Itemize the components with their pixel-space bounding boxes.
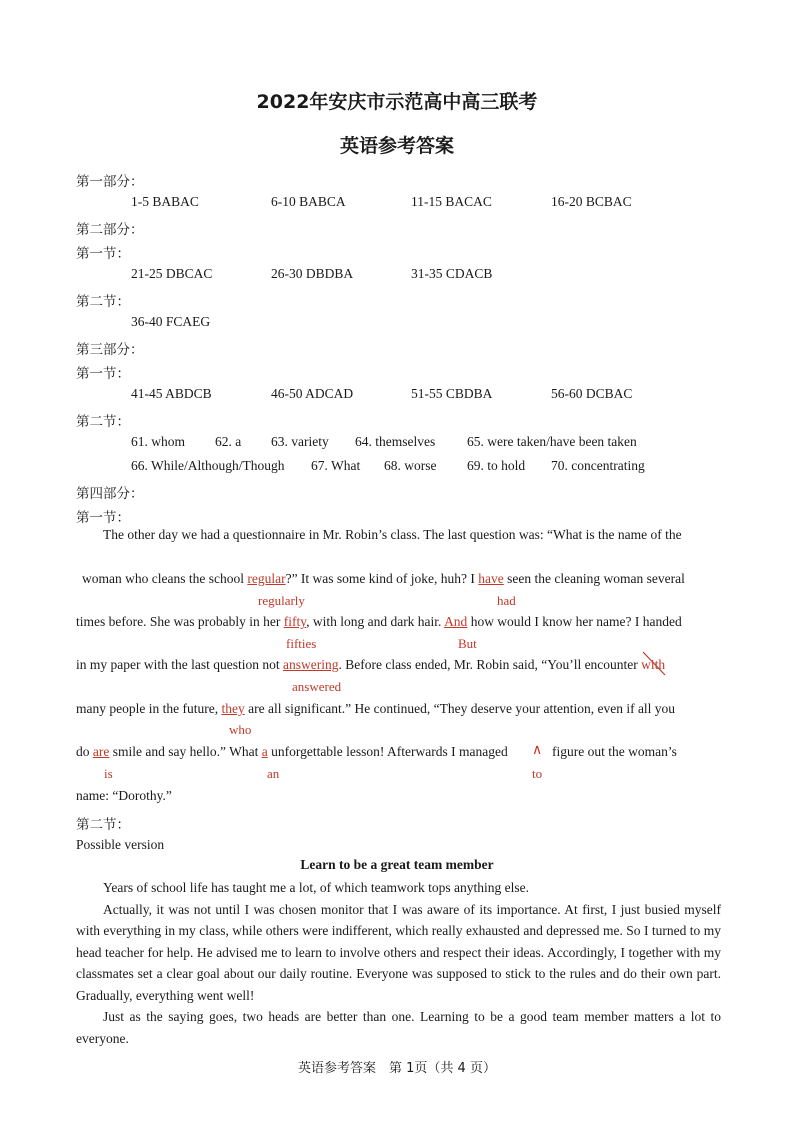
answer-group: 26-30 DBDBA (271, 266, 354, 281)
answer-group: 11-15 BACAC (411, 194, 492, 209)
correction-line: do are smile and say hello.” What a unforgettable lesson! Afterwards I managed (76, 744, 508, 759)
error-word: a (261, 744, 268, 759)
part4-label: 第四部分： (76, 486, 144, 501)
answer-group: 56-60 DCBAC (551, 386, 633, 401)
essay-body (76, 877, 721, 1049)
cloze-answer: 67. What (311, 458, 361, 473)
correction-fix: regularly (258, 593, 305, 608)
essay-paragraph: Just as the saying goes, two heads are better than one. Learning to be a good team member matters a lot to everyone. (76, 1009, 721, 1046)
correction-fix: who (229, 722, 252, 737)
correction-line: in my paper with the last question not answering. Before class ended, Mr. Robin said, “You’ll encounter with (76, 657, 665, 673)
cloze-answer: 66. While/Although/Though (131, 458, 285, 473)
part3-label: 第三部分： (76, 342, 144, 357)
cloze-answer: 68. worse (384, 458, 437, 473)
section-label: 第二节： (76, 414, 130, 429)
answer-group: 6-10 BABCA (271, 194, 346, 209)
answer-group: 46-50 ADCAD (271, 386, 354, 401)
answer-group: 41-45 ABDCB (131, 386, 212, 401)
error-word: they (221, 701, 245, 716)
error-word: have (478, 571, 504, 586)
essay-paragraph: Years of school life has taught me a lot, of which teamwork tops anything else. (103, 880, 530, 895)
page-subtitle: 英语参考答案 (339, 135, 454, 157)
error-word: answering (282, 657, 339, 672)
section-label: 第二节： (76, 817, 130, 832)
error-word: regular (247, 571, 286, 586)
correction-line: times before. She was probably in her fifty, with long and dark hair. And how would I know her name? I handed (76, 614, 682, 629)
correction-line: many people in the future, they are all significant.” He continued, “They deserve your attention, even if all you (76, 701, 676, 716)
correction-line: woman who cleans the school regular?” It was some kind of joke, huh? I have seen the cleaning woman several (82, 571, 685, 586)
correction-fix: to (532, 766, 543, 781)
section-label: 第一节： (76, 246, 130, 261)
correction-line: The other day we had a questionnaire in Mr. Robin’s class. The last question was: “What is the name of the (103, 527, 682, 542)
error-word: fifty (283, 614, 307, 629)
part2-label: 第二部分： (76, 222, 144, 237)
section-label: 第一节： (76, 366, 130, 381)
part1-label: 第一部分： (76, 174, 144, 189)
page-title: 2022年安庆市示范高中高三联考 (256, 91, 538, 113)
essay-title: Learn to be a great team member (300, 857, 494, 872)
answer-group: 51-55 CBDBA (411, 386, 493, 401)
answer-group: 21-25 DBCAC (131, 266, 213, 281)
cloze-answer: 63. variety (271, 434, 329, 449)
essay-paragraph: Actually, it was not until I was chosen monitor that I was aware of its importance. At first, I just busied myself with everything in my class, while others were indifferent, which really exhausted and depressed me. So I turned to my head teacher for help. He advised me to learn to involve others and respect their ideas. Accordingly, I together with my classmates set a clear goal about our daily routine. Everyone was supposed to stick to the rules and do their own part. Gradually, everything went well! (76, 901, 721, 1003)
error-word: And (444, 614, 468, 629)
answer-group: 1-5 BABAC (131, 194, 199, 209)
cloze-answer: 69. to hold (467, 458, 526, 473)
answer-group: 31-35 CDACB (411, 266, 493, 281)
answer-group: 16-20 BCBAC (551, 194, 632, 209)
correction-fix: But (458, 636, 477, 651)
cloze-answer: 65. were taken/have been taken (467, 434, 637, 449)
cloze-answer: 61. whom (131, 434, 185, 449)
correction-fix: had (497, 593, 516, 608)
cloze-answer: 64. themselves (355, 434, 436, 449)
correction-line: figure out the woman’s (552, 744, 677, 759)
correction-line: name: “Dorothy.” (76, 788, 172, 803)
correction-fix: is (104, 766, 113, 781)
deleted-word: with (641, 657, 665, 672)
correction-fix: answered (292, 679, 342, 694)
error-word: are (92, 744, 110, 759)
section-label: 第二节： (76, 294, 130, 309)
strike-mark-icon (641, 651, 667, 677)
section-label: 第一节： (76, 510, 130, 525)
correction-fix: an (267, 766, 280, 781)
cloze-answer: 70. concentrating (551, 458, 645, 473)
answer-group: 36-40 FCAEG (131, 314, 211, 329)
possible-version-label: Possible version (76, 837, 165, 852)
page-footer: 英语参考答案 第 1页（共 4 页） (298, 1061, 496, 1076)
cloze-answer: 62. a (215, 434, 242, 449)
correction-fix: fifties (286, 636, 317, 651)
insert-caret-icon: ∧ (532, 743, 543, 758)
